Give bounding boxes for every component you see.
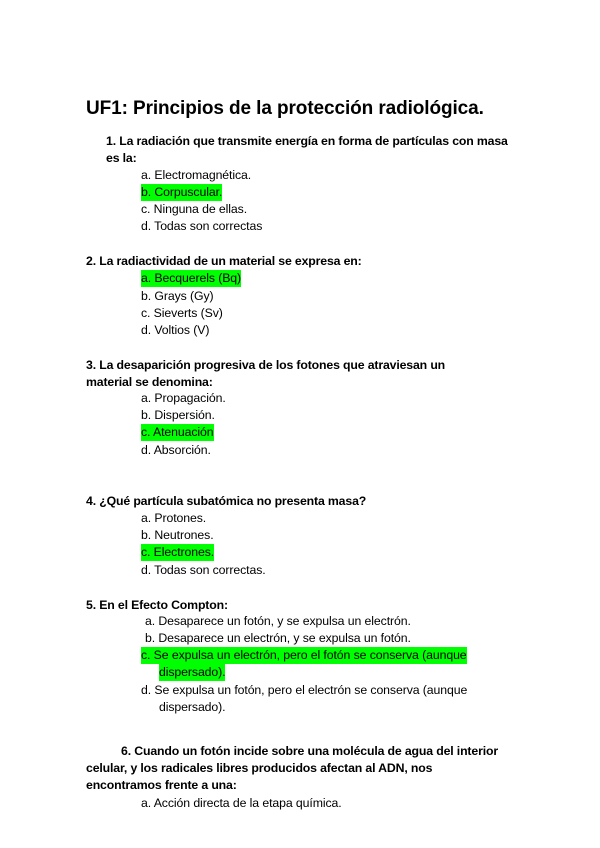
question-6-line-3: encontramos frente a una:	[86, 778, 237, 792]
question-4-line-1: 4. ¿Qué partícula subatómica no presenta masa?	[86, 494, 367, 508]
question-1-line-2: es la:	[106, 151, 137, 165]
question-5-line-1: 5. En el Efecto Compton:	[86, 598, 228, 612]
question-5-option-c-continuation: dispersado).	[159, 665, 226, 679]
question-6-line-1: 6. Cuando un fotón incide sobre una molécula de agua del interior	[121, 744, 498, 758]
question-3-option-d: d. Absorción.	[141, 443, 211, 457]
question-2-option-c: c. Sieverts (Sv)	[141, 306, 223, 320]
question-3-line-1: 3. La desaparición progresiva de los fotones que atraviesan un	[86, 358, 446, 372]
question-6-option-a: a. Acción directa de la etapa química.	[141, 796, 342, 810]
question-5-option-a: a. Desaparece un fotón, y se expulsa un electrón.	[145, 614, 411, 628]
question-4-option-b: b. Neutrones.	[141, 528, 214, 542]
question-6-line-2: celular, y los radicales libres producidos afectan al ADN, nos	[86, 761, 433, 775]
question-4-option-c-correct: c. Electrones.	[141, 545, 215, 559]
question-5-option-d: d. Se expulsa un fotón, pero el electrón se conserva (aunque	[141, 683, 468, 697]
question-5-option-c-correct: c. Se expulsa un electrón, pero el fotón se conserva (aunque	[141, 648, 467, 662]
question-2-line-1: 2. La radiactividad de un material se expresa en:	[86, 254, 362, 268]
question-2-option-b: b. Grays (Gy)	[141, 289, 214, 303]
question-3-line-2: material se denomina:	[86, 375, 213, 389]
question-3-option-b: b. Dispersión.	[141, 408, 215, 422]
question-2-option-a-correct: a. Becquerels (Bq)	[141, 271, 242, 285]
question-1-option-b-correct: b. Corpuscular.	[141, 185, 223, 199]
question-4-option-a: a. Protones.	[141, 511, 207, 525]
page-title: UF1: Principios de la protección radiológica.	[86, 98, 484, 119]
question-1-line-1: 1. La radiación que transmite energía en forma de partículas con masa	[106, 134, 508, 148]
question-2-option-d: d. Voltios (V)	[141, 323, 210, 337]
question-5-option-d-continuation: dispersado).	[159, 700, 226, 714]
question-3-option-c-correct: c. Atenuación	[141, 425, 214, 439]
question-3-option-a: a. Propagación.	[141, 391, 226, 405]
question-5-option-b: b. Desaparece un electrón, y se expulsa un fotón.	[145, 631, 411, 645]
question-1-option-a: a. Electromagnética.	[141, 168, 252, 182]
question-1-option-c: c. Ninguna de ellas.	[141, 202, 248, 216]
question-1-option-d: d. Todas son correctas	[141, 219, 263, 233]
question-4-option-d: d. Todas son correctas.	[141, 563, 266, 577]
